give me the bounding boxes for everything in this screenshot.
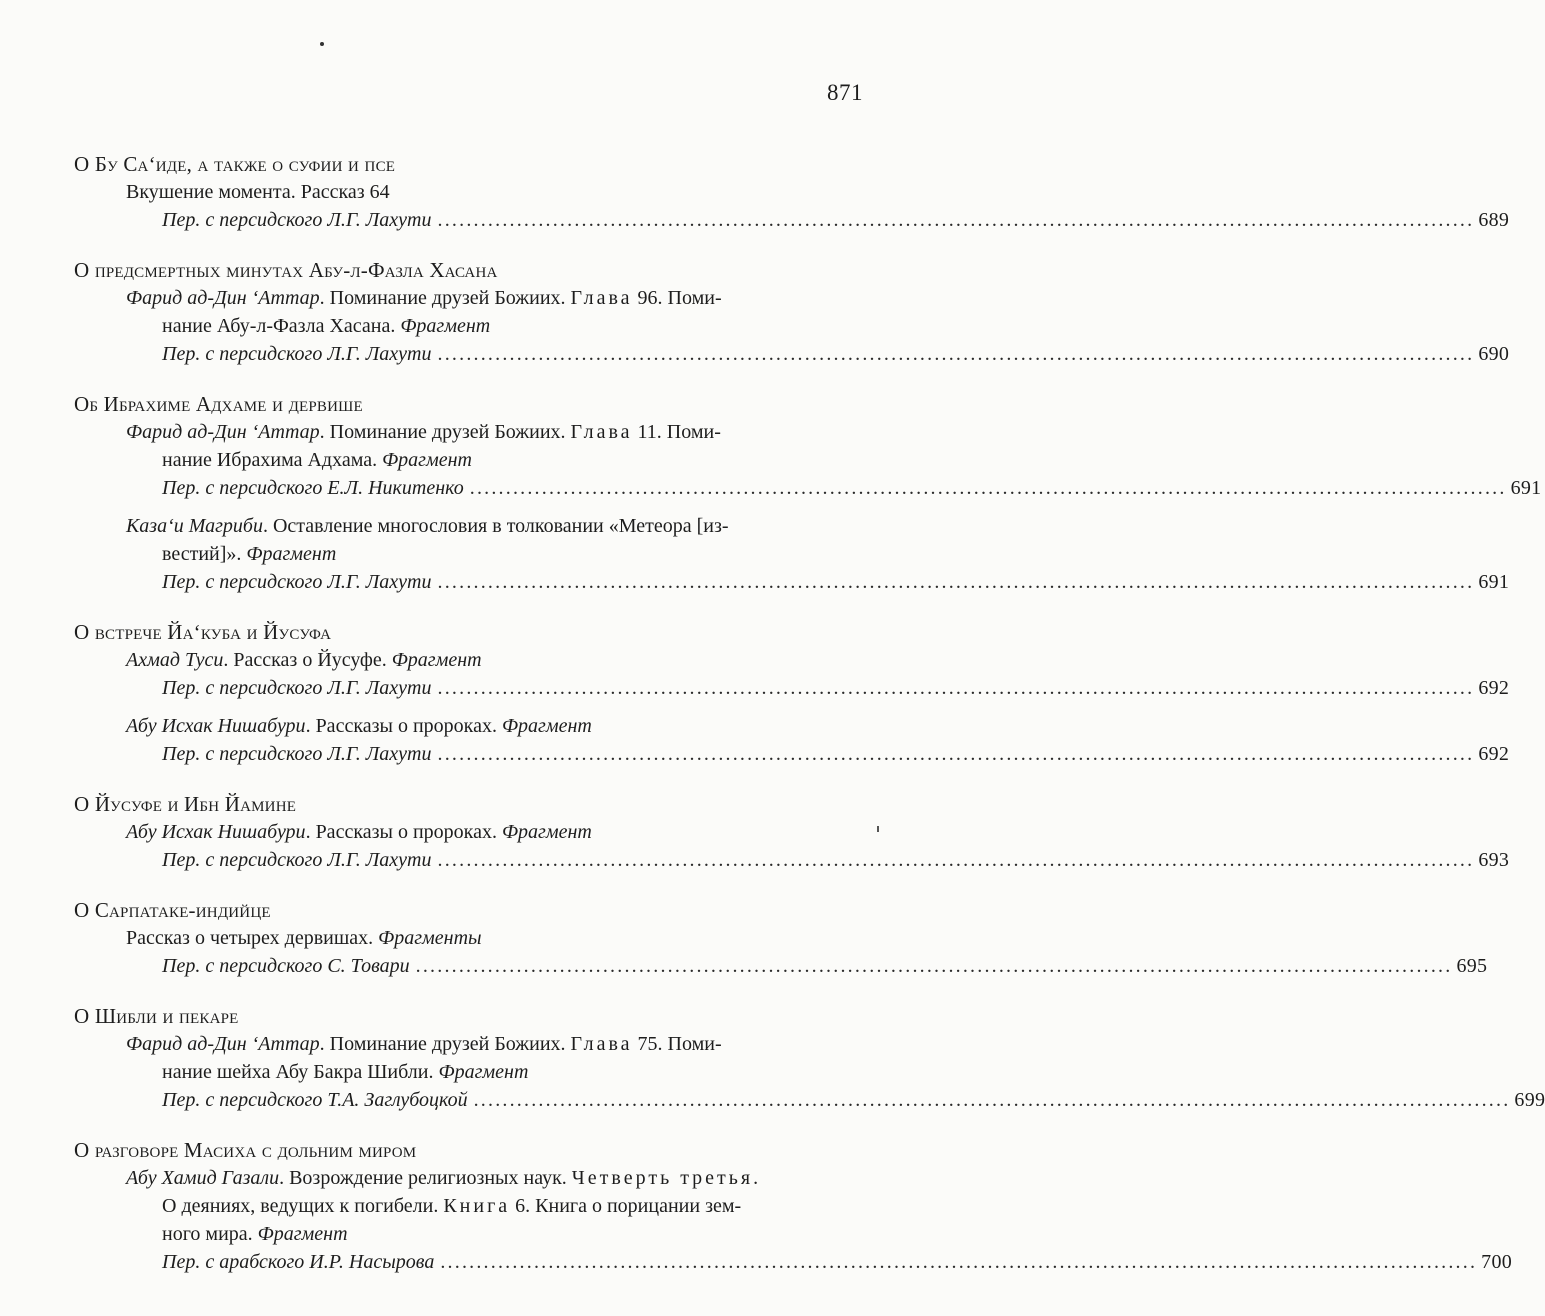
toc-entry (74, 512, 1510, 596)
author: Абу Исхак Нишабури (126, 821, 306, 843)
translator-row[interactable] (162, 206, 1510, 234)
page-ref[interactable]: 695 (1456, 955, 1488, 977)
toc-entry (74, 178, 1510, 234)
toc-section (74, 256, 1510, 368)
work-title: Вкушение момента. Рассказ 64 (126, 181, 390, 203)
table-of-contents (74, 150, 1545, 1298)
work-title: Фарид ад-Дин ‘Аттар. Поминание друзей Божиих. Глава 96. Поми- нание Абу-л-Фазла Хасана. Фрагмент (126, 287, 722, 337)
work-title: Ахмад Туси. Рассказ о Йусуфе. Фрагмент (126, 649, 482, 671)
toc-section (74, 150, 1510, 234)
section-heading: О Сарпатаке-индийце (74, 898, 271, 922)
work-title: Каза‘и Магриби. Оставление многословия в толковании «Метеора [из- вестий]». Фрагмент (126, 515, 729, 565)
page-ref[interactable]: 689 (1478, 209, 1510, 231)
section-heading: О Шибли и пекаре (74, 1004, 239, 1028)
toc-section (74, 896, 1488, 980)
translator: Пер. с персидского Л.Г. Лахути (162, 743, 432, 765)
author: Абу Хамид Газали (126, 1167, 280, 1189)
translator-row[interactable] (162, 952, 1488, 980)
author: Ахмад Туси (126, 649, 224, 671)
toc-section (74, 390, 1542, 596)
translator: Пер. с персидского Л.Г. Лахути (162, 343, 432, 365)
toc-entry (74, 646, 1510, 702)
page-ref[interactable]: 691 (1510, 477, 1542, 499)
page-number: 871 (827, 80, 863, 105)
work-title: Рассказ о четырех дервишах. Фрагменты (126, 927, 482, 949)
page-ref[interactable]: 692 (1478, 677, 1510, 699)
dot-leader: ................................................................................................................................................ (437, 343, 1475, 365)
author: Фарид ад-Дин ‘Аттар (126, 287, 320, 309)
toc-entry (74, 284, 1510, 368)
page-ref[interactable]: 700 (1481, 1251, 1513, 1273)
translator-row[interactable] (162, 674, 1510, 702)
translator-row[interactable] (162, 474, 1542, 502)
translator-row[interactable] (162, 846, 1510, 874)
page-ref[interactable]: 691 (1478, 571, 1510, 593)
dot-leader: ................................................................................................................................................ (469, 477, 1507, 499)
toc-section (74, 1136, 1513, 1276)
translator-row[interactable] (162, 1248, 1513, 1276)
toc-section (74, 1002, 1545, 1114)
translator-row[interactable] (162, 340, 1510, 368)
section-heading: О Йусуфе и Ибн Йамине (74, 792, 297, 816)
translator: Пер. с персидского Л.Г. Лахути (162, 571, 432, 593)
translator: Пер. с персидского Л.Г. Лахути (162, 849, 432, 871)
work-title: Фарид ад-Дин ‘Аттар. Поминание друзей Божиих. Глава 11. Поми- нание Ибрахима Адхама. Фрагмент (126, 421, 721, 471)
section-heading: Об Ибрахиме Адхаме и дервише (74, 392, 363, 416)
translator: Пер. с арабского И.Р. Насырова (162, 1251, 435, 1273)
toc-entry (74, 712, 1510, 768)
toc-entry (74, 1164, 1513, 1276)
dot-leader: ................................................................................................................................................ (440, 1251, 1478, 1273)
section-heading: О встрече Йа‘куба и Йусуфа (74, 620, 332, 644)
dot-leader: ................................................................................................................................................ (415, 955, 1453, 977)
dot-leader: ................................................................................................................................................ (473, 1089, 1511, 1111)
author: Каза‘и Магриби (126, 515, 263, 537)
translator: Пер. с персидского Л.Г. Лахути (162, 209, 432, 231)
ink-speck (877, 826, 879, 832)
section-heading: О предсмертных минутах Абу-л-Фазла Хасана (74, 258, 498, 282)
page-ref[interactable]: 693 (1478, 849, 1510, 871)
toc-entry (74, 818, 1510, 874)
page-ref[interactable]: 692 (1478, 743, 1510, 765)
translator: Пер. с персидского Л.Г. Лахути (162, 677, 432, 699)
translator: Пер. с персидского С. Товари (162, 955, 410, 977)
dot-leader: ................................................................................................................................................ (437, 743, 1475, 765)
work-title: Абу Исхак Нишабури. Рассказы о пророках. Фрагмент (126, 715, 592, 737)
translator: Пер. с персидского Е.Л. Никитенко (162, 477, 464, 499)
translator-row[interactable] (162, 568, 1510, 596)
toc-section (74, 790, 1510, 874)
author: Фарид ад-Дин ‘Аттар (126, 1033, 320, 1055)
toc-entry (74, 924, 1488, 980)
translator-row[interactable] (162, 740, 1510, 768)
page-ref[interactable]: 690 (1478, 343, 1510, 365)
dot-leader: ................................................................................................................................................ (437, 849, 1475, 871)
work-title: Фарид ад-Дин ‘Аттар. Поминание друзей Божиих. Глава 75. Поми- нание шейха Абу Бакра Шибли. Фрагмент (126, 1033, 722, 1083)
toc-entry (74, 418, 1542, 502)
author: Абу Исхак Нишабури (126, 715, 306, 737)
dot-leader: ................................................................................................................................................ (437, 677, 1475, 699)
work-title: Абу Хамид Газали. Возрождение религиозных наук. Четверть третья. О деяниях, ведущих к погибели. Книга 6. Книга о порицании зем- ного мира. Фрагмент (126, 1167, 759, 1245)
ink-speck (320, 42, 324, 46)
toc-entry (74, 1030, 1545, 1114)
translator: Пер. с персидского Т.А. Заглубоцкой (162, 1089, 468, 1111)
author: Фарид ад-Дин ‘Аттар (126, 421, 320, 443)
section-heading: О Бу Са‘иде, а также о суфии и псе (74, 152, 396, 176)
work-title: Абу Исхак Нишабури. Рассказы о пророках. Фрагмент (126, 821, 592, 843)
dot-leader: ................................................................................................................................................ (437, 571, 1475, 593)
toc-section (74, 618, 1510, 768)
translator-row[interactable] (162, 1086, 1545, 1114)
section-heading: О разговоре Масиха с дольним миром (74, 1138, 417, 1162)
page-ref[interactable]: 699 (1514, 1089, 1545, 1111)
dot-leader: ................................................................................................................................................ (437, 209, 1475, 231)
